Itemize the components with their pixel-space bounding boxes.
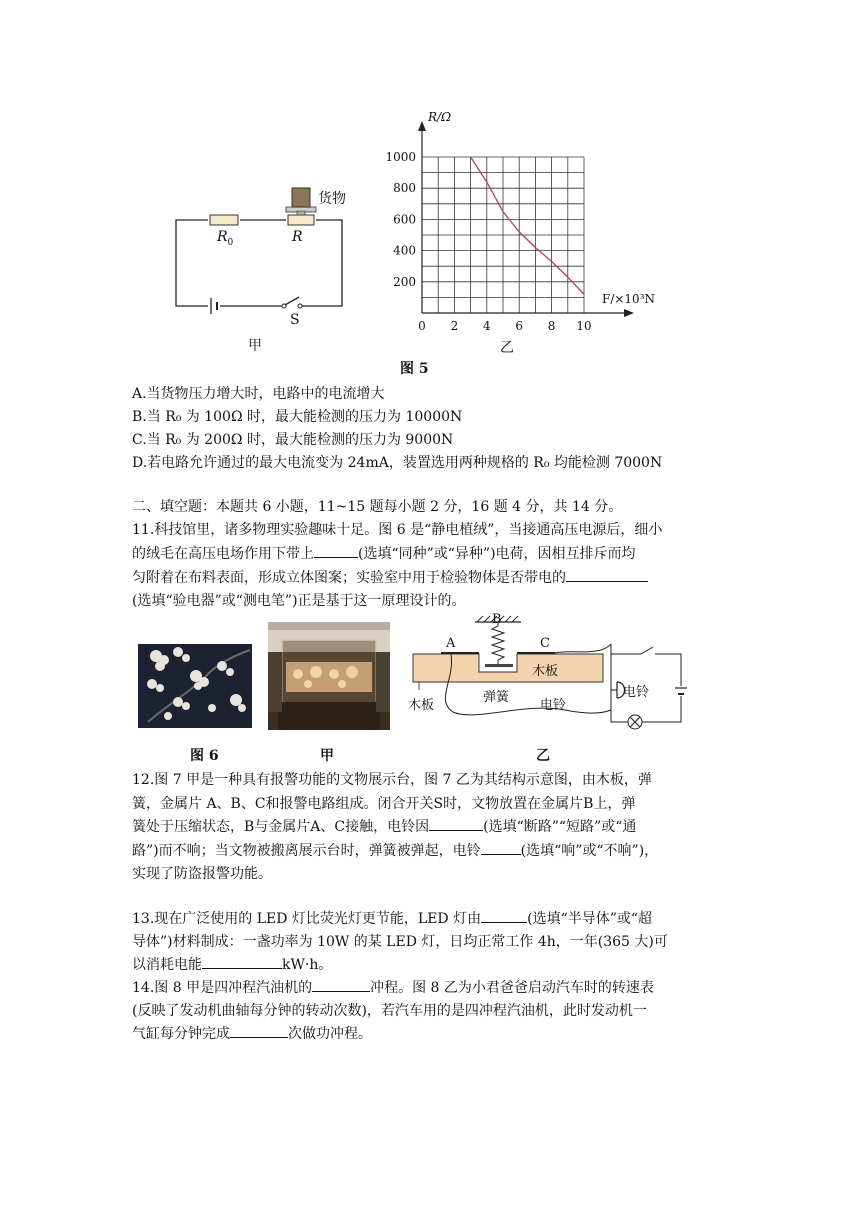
label-bell: 电铃 (623, 685, 650, 700)
q11-blank-1[interactable] (314, 543, 358, 558)
section2-heading: 二、填空题：本题共 6 小题，11~15 题每小题 2 分，16 题 4 分，共 14 分。 (132, 499, 623, 515)
q12-line3 (132, 816, 636, 836)
q12-line4 (132, 840, 658, 860)
q13-text: kW·h。 (282, 957, 333, 973)
fig5-caption-yi: 乙 (500, 340, 514, 356)
q14-blank-1[interactable] (312, 977, 370, 992)
fig7-caption-yi: 乙 (536, 748, 550, 764)
cargo-label: 货物 (318, 191, 346, 207)
q14-line3 (132, 1023, 372, 1043)
y-axis-label: R/Ω (428, 110, 452, 124)
q13-line1 (132, 908, 652, 928)
r0-label (217, 229, 233, 248)
x-tick-label: 8 (547, 319, 556, 333)
q10-option-c: C.当 R₀ 为 200Ω 时，最大能检测的压力为 9000N (132, 432, 454, 448)
q11-text: (选填“同种”或“异种”)电荷，因相互排斥而均 (358, 546, 636, 562)
resistor-r (288, 215, 314, 225)
y-axis-arrow (418, 121, 426, 131)
fig6-caption: 图 6 (190, 748, 219, 764)
flower-pattern (138, 644, 252, 728)
q11-line2 (132, 543, 636, 563)
q13-text: (选填“半导体”或“超 (527, 911, 653, 927)
q12-text: (选填“响”或“不响”)， (520, 843, 659, 859)
q10-option-d: D.若电路允许通过的最大电流变为 24mA，装置选用两种规格的 R₀ 均能检测 7000N (132, 455, 663, 471)
fig7-caption-jia: 甲 (320, 748, 334, 764)
q11-line1: 11.科技馆里，诸多物理实验趣味十足。图 6 是“静电植绒”，当接通高压电源后，细小 (132, 522, 663, 538)
series-line (471, 157, 584, 294)
switch-lever (641, 647, 653, 654)
y-tick-label: 600 (393, 212, 416, 227)
x-tick-label: 10 (576, 319, 592, 333)
cargo-box (292, 188, 310, 207)
q14-text: 次做功冲程。 (288, 1026, 372, 1042)
q12-line1: 12.图 7 甲是一种具有报警功能的文物展示台，图 7 乙为其结构示意图，由木板，弹 (132, 772, 652, 788)
label-a: A (446, 636, 456, 651)
y-tick-label: 200 (393, 274, 416, 289)
q13-text: 以消耗电能 (132, 957, 202, 973)
y-tick-label: 800 (393, 181, 416, 196)
resistor-r0 (210, 215, 238, 225)
q14-text: 气缸每分钟完成 (132, 1026, 230, 1042)
fig6-flocking-photo (138, 644, 252, 728)
x-axis-arrow (624, 309, 634, 317)
display-case-image (268, 622, 390, 730)
q13-text: 13.现在广泛使用的 LED 灯比荧光灯更节能，LED 灯由 (132, 911, 482, 927)
label-board-right: 木板 (532, 664, 559, 679)
q14-blank-2[interactable] (230, 1023, 288, 1038)
y-tick-label: 400 (393, 243, 416, 258)
x-axis-label: F/×10³N (602, 292, 656, 306)
q11-line3 (132, 567, 648, 587)
q14-line1 (132, 977, 654, 997)
metal-plate-b (485, 664, 513, 667)
q11-blank-2[interactable] (566, 567, 648, 582)
fig5-caption-jia: 甲 (248, 338, 262, 354)
q11-line4: (选填“验电器”或“测电笔”)正是基于这一原理设计的。 (132, 593, 466, 609)
q10-option-b: B.当 R₀ 为 100Ω 时，最大能检测的压力为 10000N (132, 409, 463, 425)
x-tick-label: 6 (515, 319, 524, 333)
wooden-board (413, 654, 603, 682)
switch-label: S (290, 312, 300, 328)
q13-blank-1[interactable] (481, 908, 527, 923)
q13-blank-2[interactable] (202, 954, 282, 969)
label-spring: 弹簧 (483, 690, 510, 705)
x-tick-label: 2 (450, 319, 459, 333)
fig5-chart (380, 100, 656, 340)
q12-line5: 实现了防盗报警功能。 (132, 866, 272, 882)
x-tick-label: 0 (418, 319, 426, 333)
r0-subscript: 0 (227, 237, 234, 248)
label-b: B (492, 612, 502, 627)
q12-line2: 簧，金属片 A、B、C和报警电路组成。闭合开关S时，文物放置在金属片B上，弹 (132, 796, 636, 812)
fig7-display-case-photo (268, 622, 390, 730)
r-label: R (292, 229, 303, 245)
q13-line2: 导体”)材料制成：一盏功率为 10W 的某 LED 灯，日均正常工作 4h，一年(365 大)可 (132, 934, 668, 950)
label-c: C (540, 636, 550, 651)
q13-line3 (132, 954, 332, 974)
q12-text: 簧处于压缩状态，B与金属片A、C接触，电铃因 (132, 819, 430, 835)
fig5-caption: 图 5 (400, 361, 429, 377)
q12-text: 路”)而不响；当文物被搬离展示台时，弹簧被弹起，电铃 (132, 843, 481, 859)
switch-lever (285, 297, 299, 305)
spring (492, 622, 504, 664)
r0-letter: R (217, 229, 228, 245)
q12-blank-2[interactable] (481, 840, 521, 855)
q10-option-a: A.当货物压力增大时，电路中的电流增大 (132, 386, 385, 402)
q12-text: (选填“断路”“短路”或“通 (483, 819, 637, 835)
x-tick-label: 4 (482, 319, 491, 333)
label-bell-wire: 电铃 (540, 698, 567, 713)
q12-blank-1[interactable] (429, 816, 483, 831)
q11-text: 匀附着在布料表面，形成立体图案；实验室中用于检验物体是否带电的 (132, 570, 566, 586)
y-tick-label: 1000 (385, 150, 416, 164)
q14-line2: (反映了发动机曲轴每分钟的转动次数)，若汽车用的是四冲程汽油机，此时发动机一 (132, 1003, 647, 1019)
q14-text: 冲程。图 8 乙为小君爸爸启动汽车时的转速表 (370, 980, 654, 996)
q11-text: 的绒毛在高压电场作用下带上 (132, 546, 314, 562)
label-board-left: 木板 (408, 698, 435, 713)
q14-text: 14.图 8 甲是四冲程汽油机的 (132, 980, 313, 996)
